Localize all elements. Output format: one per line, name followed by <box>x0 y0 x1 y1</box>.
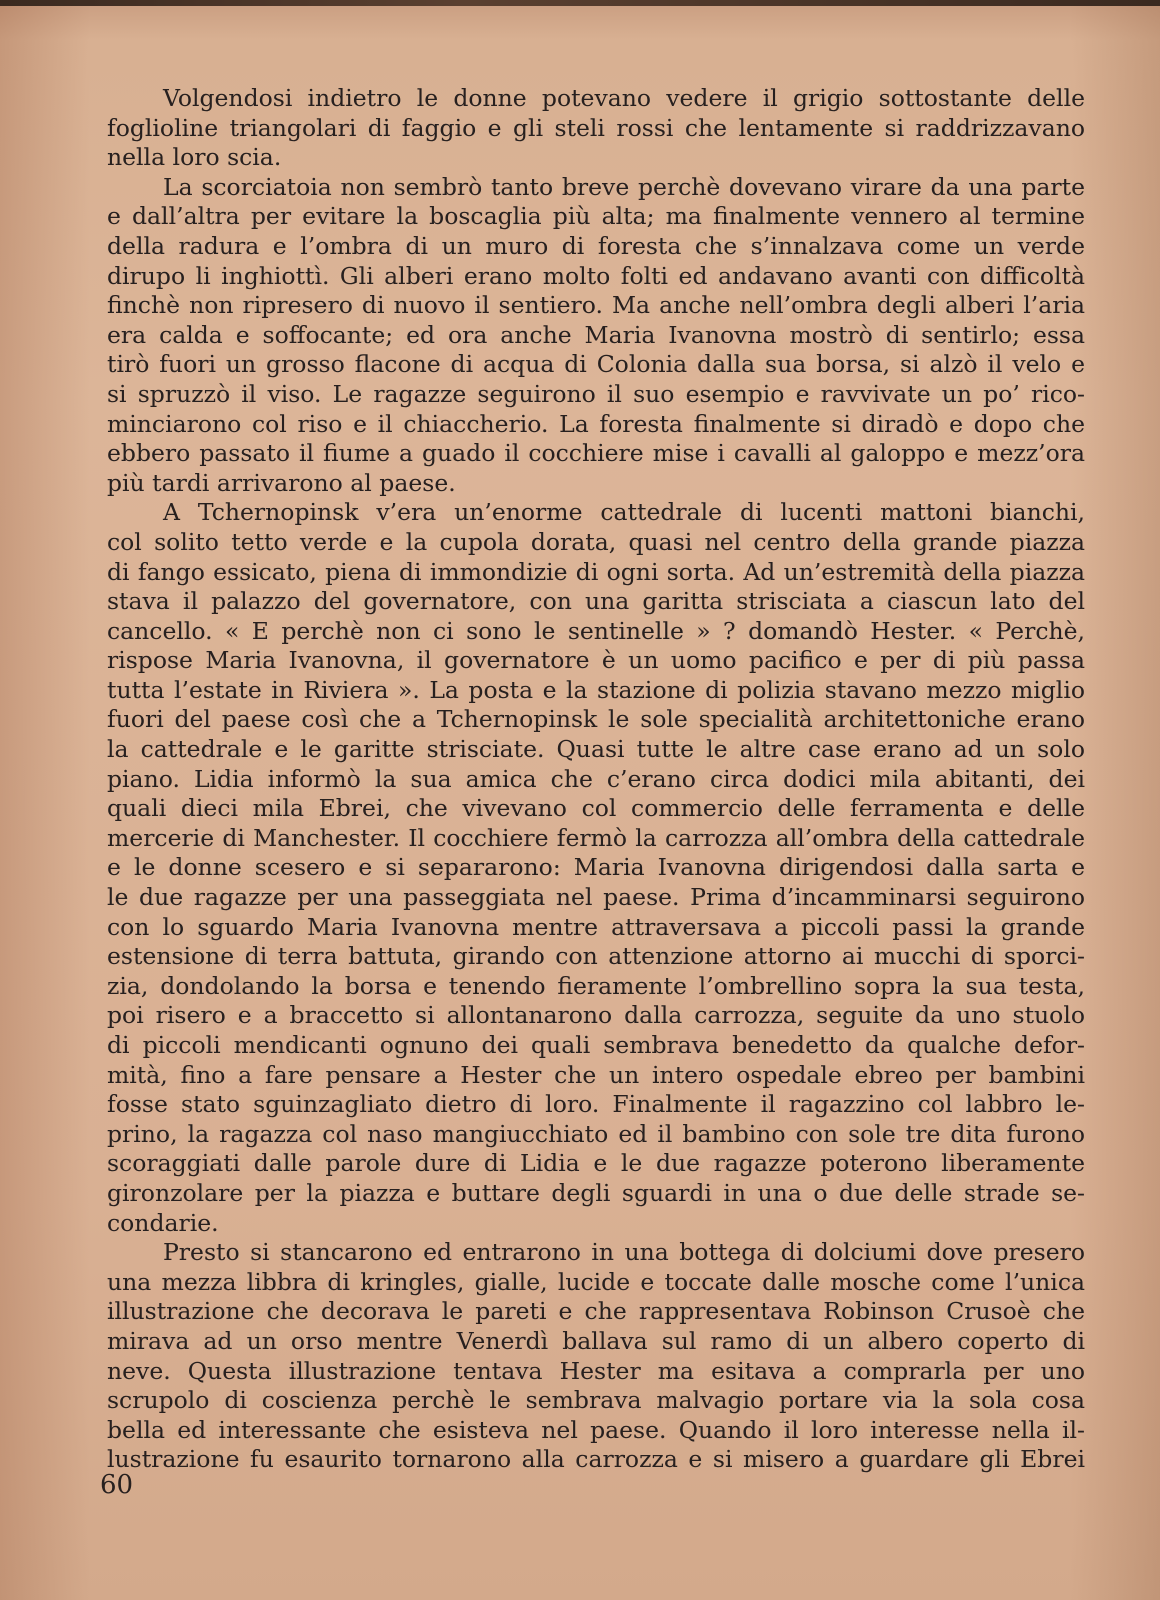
text-line: mercerie di Manchester. Il cocchiere fermò la carrozza all’ombra della cattedrale <box>107 823 1085 852</box>
text-line: più tardi arrivarono al paese. <box>107 468 456 497</box>
text-line: scoraggiati dalle parole dure di Lidia e le due ragazze poterono liberamente <box>107 1149 1085 1178</box>
text-line: quali dieci mila Ebrei, che vivevano col commercio delle ferramenta e delle <box>107 794 1085 823</box>
text-line: Volgendosi indietro le donne potevano vedere il grigio sottostante delle <box>163 84 1085 112</box>
text-line: neve. Questa illustrazione tentava Hester ma esitava a comprarla per uno <box>107 1356 1085 1385</box>
text-line: mirava ad un orso mentre Venerdì ballava sul ramo di un albero coperto di <box>107 1326 1085 1355</box>
text-line: fosse stato sguinzagliato dietro di loro. Finalmente il ragazzino col labbro le- <box>107 1090 1085 1119</box>
text-line: scrupolo di coscienza perchè le sembrava malvagio portare via la sola cosa <box>107 1386 1085 1415</box>
text-line: A Tchernopinsk v’era un’enorme cattedrale di lucenti mattoni bianchi, <box>163 498 1085 527</box>
text-line: poi risero e a braccetto si allontanarono dalla carrozza, seguite da uno stuolo <box>107 1001 1085 1030</box>
text-line: prino, la ragazza col naso mangiucchiato ed il bambino con sole tre dita furono <box>107 1119 1085 1148</box>
text-line: fuori del paese così che a Tchernopinsk le sole specialità architettoniche erano <box>107 705 1085 734</box>
body-text <box>107 84 1085 1475</box>
text-line: foglioline triangolari di faggio e gli steli rossi che lentamente si raddrizzavano <box>107 113 1085 142</box>
text-line: bella ed interessante che esisteva nel paese. Quando il loro interesse nella il- <box>107 1415 1085 1444</box>
text-line: cancello. « E perchè non ci sono le sentinelle » ? domandò Hester. « Perchè, <box>107 616 1085 645</box>
text-line: mità, fino a fare pensare a Hester che un intero ospedale ebreo per bambini <box>107 1060 1085 1089</box>
text-line: della radura e l’ombra di un muro di foresta che s’innalzava come un verde <box>107 231 1085 260</box>
text-line: e le donne scesero e si separarono: Maria Ivanovna dirigendosi dalla sarta e <box>107 853 1085 882</box>
text-line: illustrazione che decorava le pareti e che rappresentava Robinson Crusoè che <box>107 1297 1085 1326</box>
text-line: si spruzzò il viso. Le ragazze seguirono il suo esempio e ravvivate un po’ rico- <box>107 379 1085 408</box>
text-line: condarie. <box>107 1208 219 1237</box>
text-line: di piccoli mendicanti ognuno dei quali sembrava benedetto da qualche defor- <box>107 1031 1085 1059</box>
text-line: rispose Maria Ivanovna, il governatore è un uomo pacifico e per di più passa <box>107 646 1085 675</box>
text-line: era calda e soffocante; ed ora anche Maria Ivanovna mostrò di sentirlo; essa <box>107 320 1085 349</box>
text-line: e dall’altra per evitare la boscaglia più alta; ma finalmente vennero al termine <box>107 202 1085 231</box>
text-line: col solito tetto verde e la cupola dorata, quasi nel centro della grande piazza <box>107 527 1085 556</box>
text-line: minciarono col riso e il chiaccherio. La foresta finalmente si diradò e dopo che <box>107 409 1085 438</box>
text-line: piano. Lidia informò la sua amica che c’erano circa dodici mila abitanti, dei <box>107 764 1085 793</box>
text-line: nella loro scia. <box>107 143 282 172</box>
text-line: le due ragazze per una passeggiata nel paese. Prima d’incamminarsi seguirono <box>107 883 1085 912</box>
text-line: finchè non ripresero di nuovo il sentiero. Ma anche nell’ombra degli alberi l’aria <box>107 291 1085 320</box>
text-line: stava il palazzo del governatore, con una garitta strisciata a ciascun lato del <box>107 587 1085 616</box>
text-line: gironzolare per la piazza e buttare degli sguardi in una o due delle strade se- <box>107 1178 1085 1207</box>
text-line: lustrazione fu esaurito tornarono alla carrozza e si misero a guardare gli Ebrei <box>107 1445 1085 1474</box>
text-line: tutta l’estate in Riviera ». La posta e la stazione di polizia stavano mezzo miglio <box>107 675 1085 704</box>
text-line: Presto si stancarono ed entrarono in una bottega di dolciumi dove presero <box>163 1238 1085 1267</box>
text-line: zia, dondolando la borsa e tenendo fieramente l’ombrellino sopra la sua testa, <box>107 971 1085 1000</box>
text-line: una mezza libbra di kringles, gialle, lucide e toccate dalle mosche come l’unica <box>107 1267 1085 1296</box>
text-line: con lo sguardo Maria Ivanovna mentre attraversava a piccoli passi la grande <box>107 912 1085 941</box>
text-line: La scorciatoia non sembrò tanto breve perchè dovevano virare da una parte <box>163 172 1085 201</box>
page-number: 60 <box>100 1470 134 1500</box>
text-line: tirò fuori un grosso flacone di acqua di Colonia dalla sua borsa, si alzò il velo e <box>107 350 1085 379</box>
text-line: dirupo li inghiottì. Gli alberi erano molto folti ed andavano avanti con difficoltà <box>107 261 1085 290</box>
text-line: di fango essicato, piena di immondizie di ogni sorta. Ad un’estremità della piazza <box>107 557 1085 586</box>
text-line: estensione di terra battuta, girando con attenzione attorno ai mucchi di sporci- <box>107 942 1085 971</box>
page-top-edge <box>0 0 1160 6</box>
text-line: la cattedrale e le garitte strisciate. Quasi tutte le altre case erano ad un solo <box>107 735 1085 764</box>
text-line: ebbero passato il fiume a guado il cocchiere mise i cavalli al galoppo e mezz’ora <box>107 439 1085 468</box>
